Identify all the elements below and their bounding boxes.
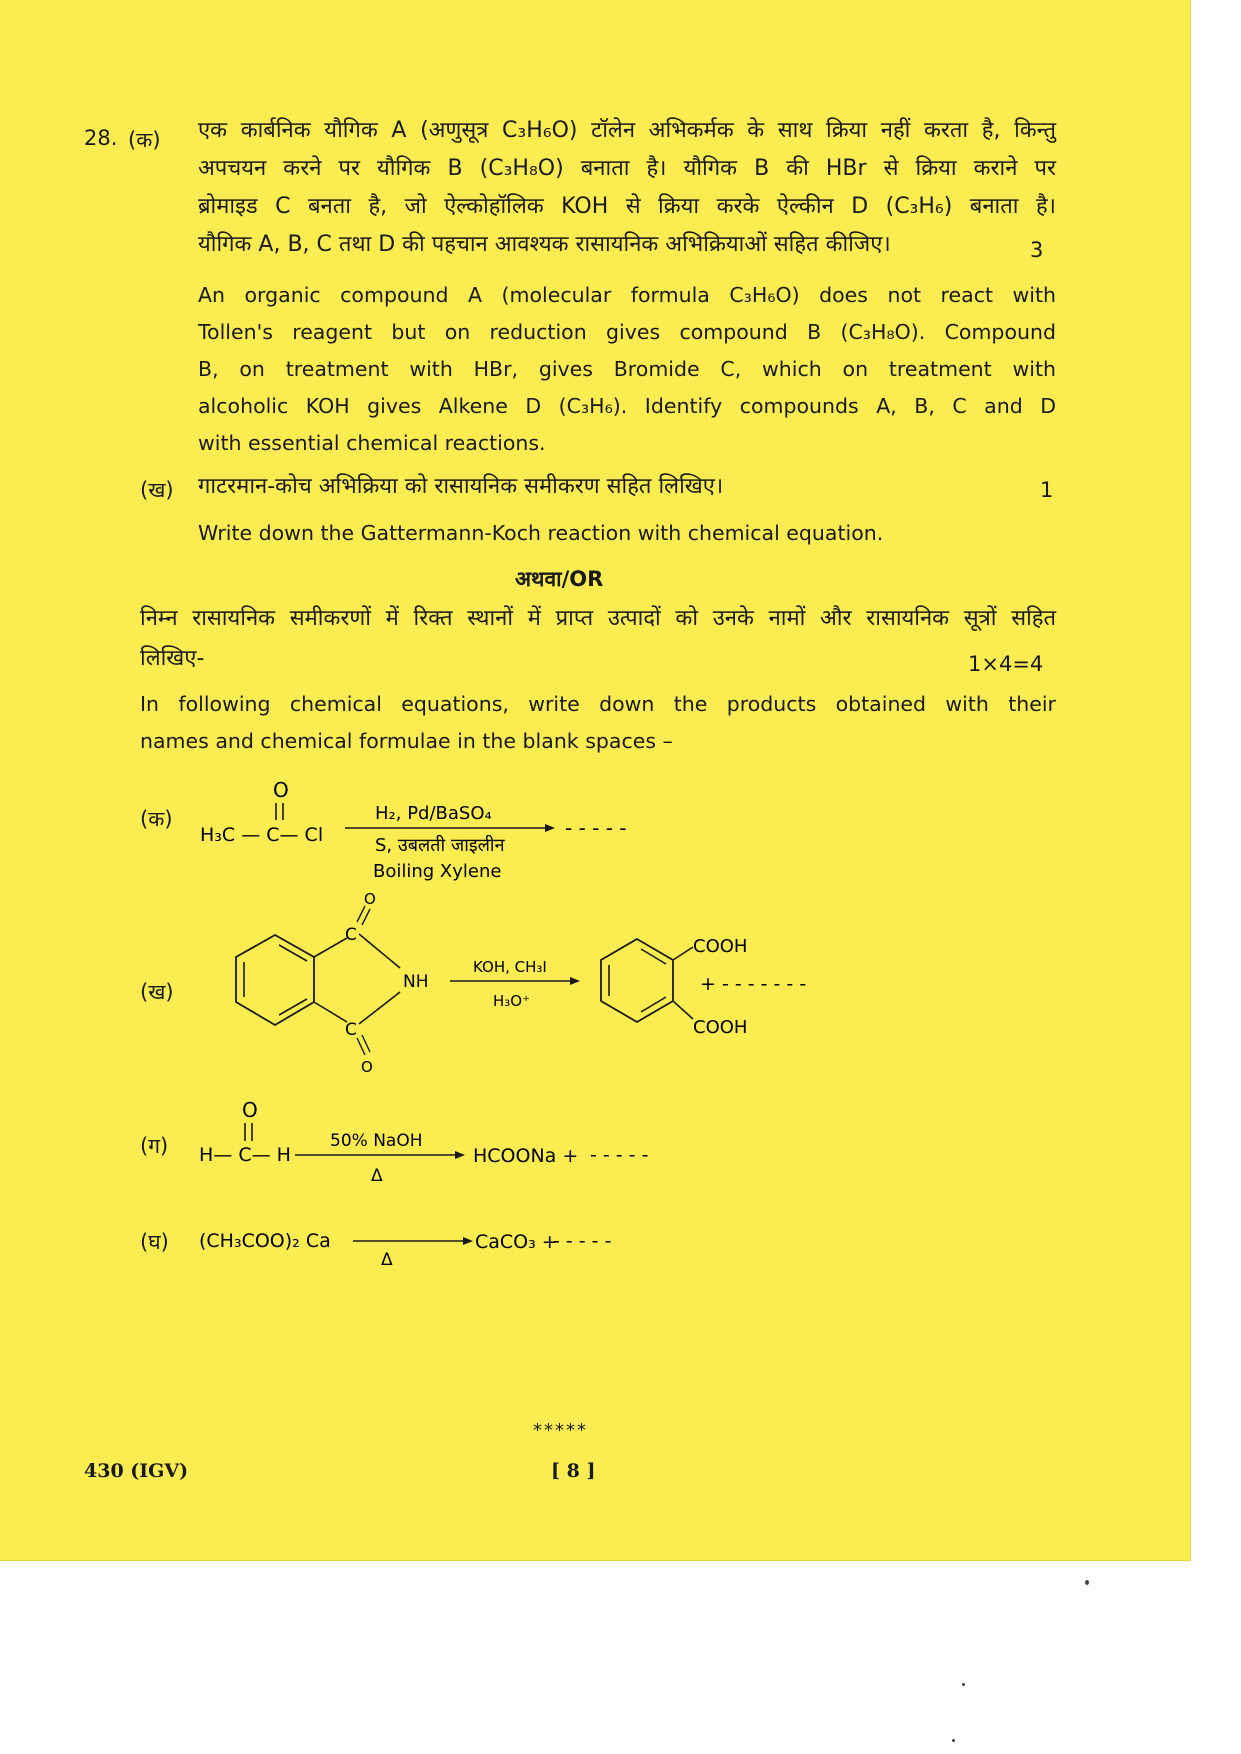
part-b-english: Write down the Gattermann-Koch reaction with chemical equation. [198, 521, 884, 545]
phthalimide-oxygen-bottom: O [361, 1058, 373, 1076]
reaction-c-label: (ग) [140, 1134, 169, 1158]
or-english-line-2: names and chemical formulae in the blank spaces – [140, 729, 673, 753]
or-hindi-line-1: निम्न रासायनिक समीकरणों में रिक्त स्थानों में प्राप्त उत्पादों को उनके नामों और रासायनिक सूत्रों सहित [140, 606, 1056, 631]
part-a-label: (क) [128, 128, 161, 152]
reaction-a-reagent-top: H₂, Pd/BaSO₄ [375, 803, 492, 824]
phthalimide-carbon-bottom: C [345, 1020, 357, 1040]
reaction-c-product: HCOONa + [473, 1145, 579, 1167]
or-hindi-line-2: लिखिए- [140, 646, 205, 671]
or-english-line-1: In following chemical equations, write down the products obtained with their [140, 692, 1056, 716]
reaction-d-product: CaCO₃ + [475, 1231, 558, 1253]
product-benzene-ring [601, 939, 673, 1022]
reaction-b-equation [215, 890, 1075, 1080]
reaction-c-equation [195, 1095, 715, 1190]
reaction-d-reagent-bottom: Δ [381, 1250, 393, 1270]
product-cooh-top: COOH [693, 936, 748, 957]
part-b-hindi: गाटरमान-कोच अभिक्रिया को रासायनिक समीकरण सहित लिखिए। [198, 474, 724, 499]
reaction-a-reactant: H₃C — C— Cl [200, 824, 324, 846]
phthalimide-nh: NH [403, 972, 429, 992]
part-a-english-line-4: alcoholic KOH gives Alkene D (C₃H₆). Identify compounds A, B, C and D [198, 394, 1056, 418]
reaction-b-reagent-bottom: H₃O⁺ [493, 992, 531, 1010]
phthalimide-oxygen-top: O [364, 890, 376, 908]
paper-code: 430 (IGV) [84, 1460, 189, 1482]
question-number: 28. [84, 126, 118, 150]
reaction-c-blank: - - - - - [590, 1144, 649, 1166]
or-heading: अथवा/OR [515, 567, 604, 591]
reaction-a-label: (क) [140, 807, 173, 831]
reaction-a-equation [195, 775, 645, 885]
part-b-marks: 1 [1040, 478, 1054, 502]
product-cooh-bottom: COOH [693, 1017, 748, 1038]
end-stars: ***** [533, 1420, 588, 1441]
part-a-english-line-3: B, on treatment with HBr, gives Bromide C, which on treatment with [198, 357, 1056, 381]
reaction-d-label: (घ) [140, 1230, 169, 1254]
part-a-hindi-line-1: एक कार्बनिक यौगिक A (अणुसूत्र C₃H₆O) टॉलेन अभिकर्मक के साथ क्रिया नहीं करता है, किन्तु [198, 118, 1056, 143]
scan-speck [962, 1683, 965, 1686]
reaction-b-reagent-top: KOH, CH₃I [473, 958, 547, 976]
reaction-d-equation [195, 1215, 655, 1275]
reaction-c-reagent-top: 50% NaOH [330, 1131, 423, 1151]
phthalimide-benzene-ring [236, 935, 314, 1025]
part-a-marks: 3 [1030, 238, 1044, 262]
phthalimide-carbon-top: C [345, 925, 357, 945]
reaction-a-oxygen: O [273, 778, 289, 802]
reaction-c-oxygen: O [242, 1098, 258, 1122]
reaction-c-reactant: H— C— H [199, 1144, 291, 1166]
reaction-c-reagent-bottom: Δ [371, 1166, 383, 1186]
part-a-hindi-line-3: ब्रोमाइड C बनता है, जो ऐल्कोहॉलिक KOH से क्रिया करके ऐल्कीन D (C₃H₆) बनाता है। [198, 194, 1056, 219]
part-b-label: (ख) [140, 478, 174, 502]
part-a-english-line-1: An organic compound A (molecular formula C₃H₆O) does not react with [198, 283, 1056, 307]
reaction-b-label: (ख) [140, 980, 174, 1004]
reaction-a-blank: - - - - - [565, 816, 627, 840]
page-number: [ 8 ] [551, 1460, 596, 1482]
reaction-d-blank: - - - - - [553, 1230, 612, 1252]
reaction-d-reactant: (CH₃COO)₂ Ca [199, 1230, 331, 1252]
part-a-hindi-line-2: अपचयन करने पर यौगिक B (C₃H₈O) बनाता है। यौगिक B की HBr से क्रिया कराने पर [198, 156, 1056, 181]
part-a-english-line-2: Tollen's reagent but on reduction gives compound B (C₃H₈O). Compound [198, 320, 1056, 344]
part-a-english-line-5: with essential chemical reactions. [198, 431, 546, 455]
or-marks: 1×4=4 [968, 652, 1044, 676]
reaction-a-reagent-hindi: S, उबलती जाइलीन [375, 835, 505, 856]
reaction-a-reagent-english: Boiling Xylene [373, 861, 502, 882]
reaction-b-blank: + - - - - - - - [700, 973, 807, 995]
scan-speck [952, 1739, 955, 1742]
scan-speck [1085, 1580, 1089, 1585]
part-a-hindi-line-4: यौगिक A, B, C तथा D की पहचान आवश्यक रासायनिक अभिक्रियाओं सहित कीजिए। [198, 232, 891, 257]
